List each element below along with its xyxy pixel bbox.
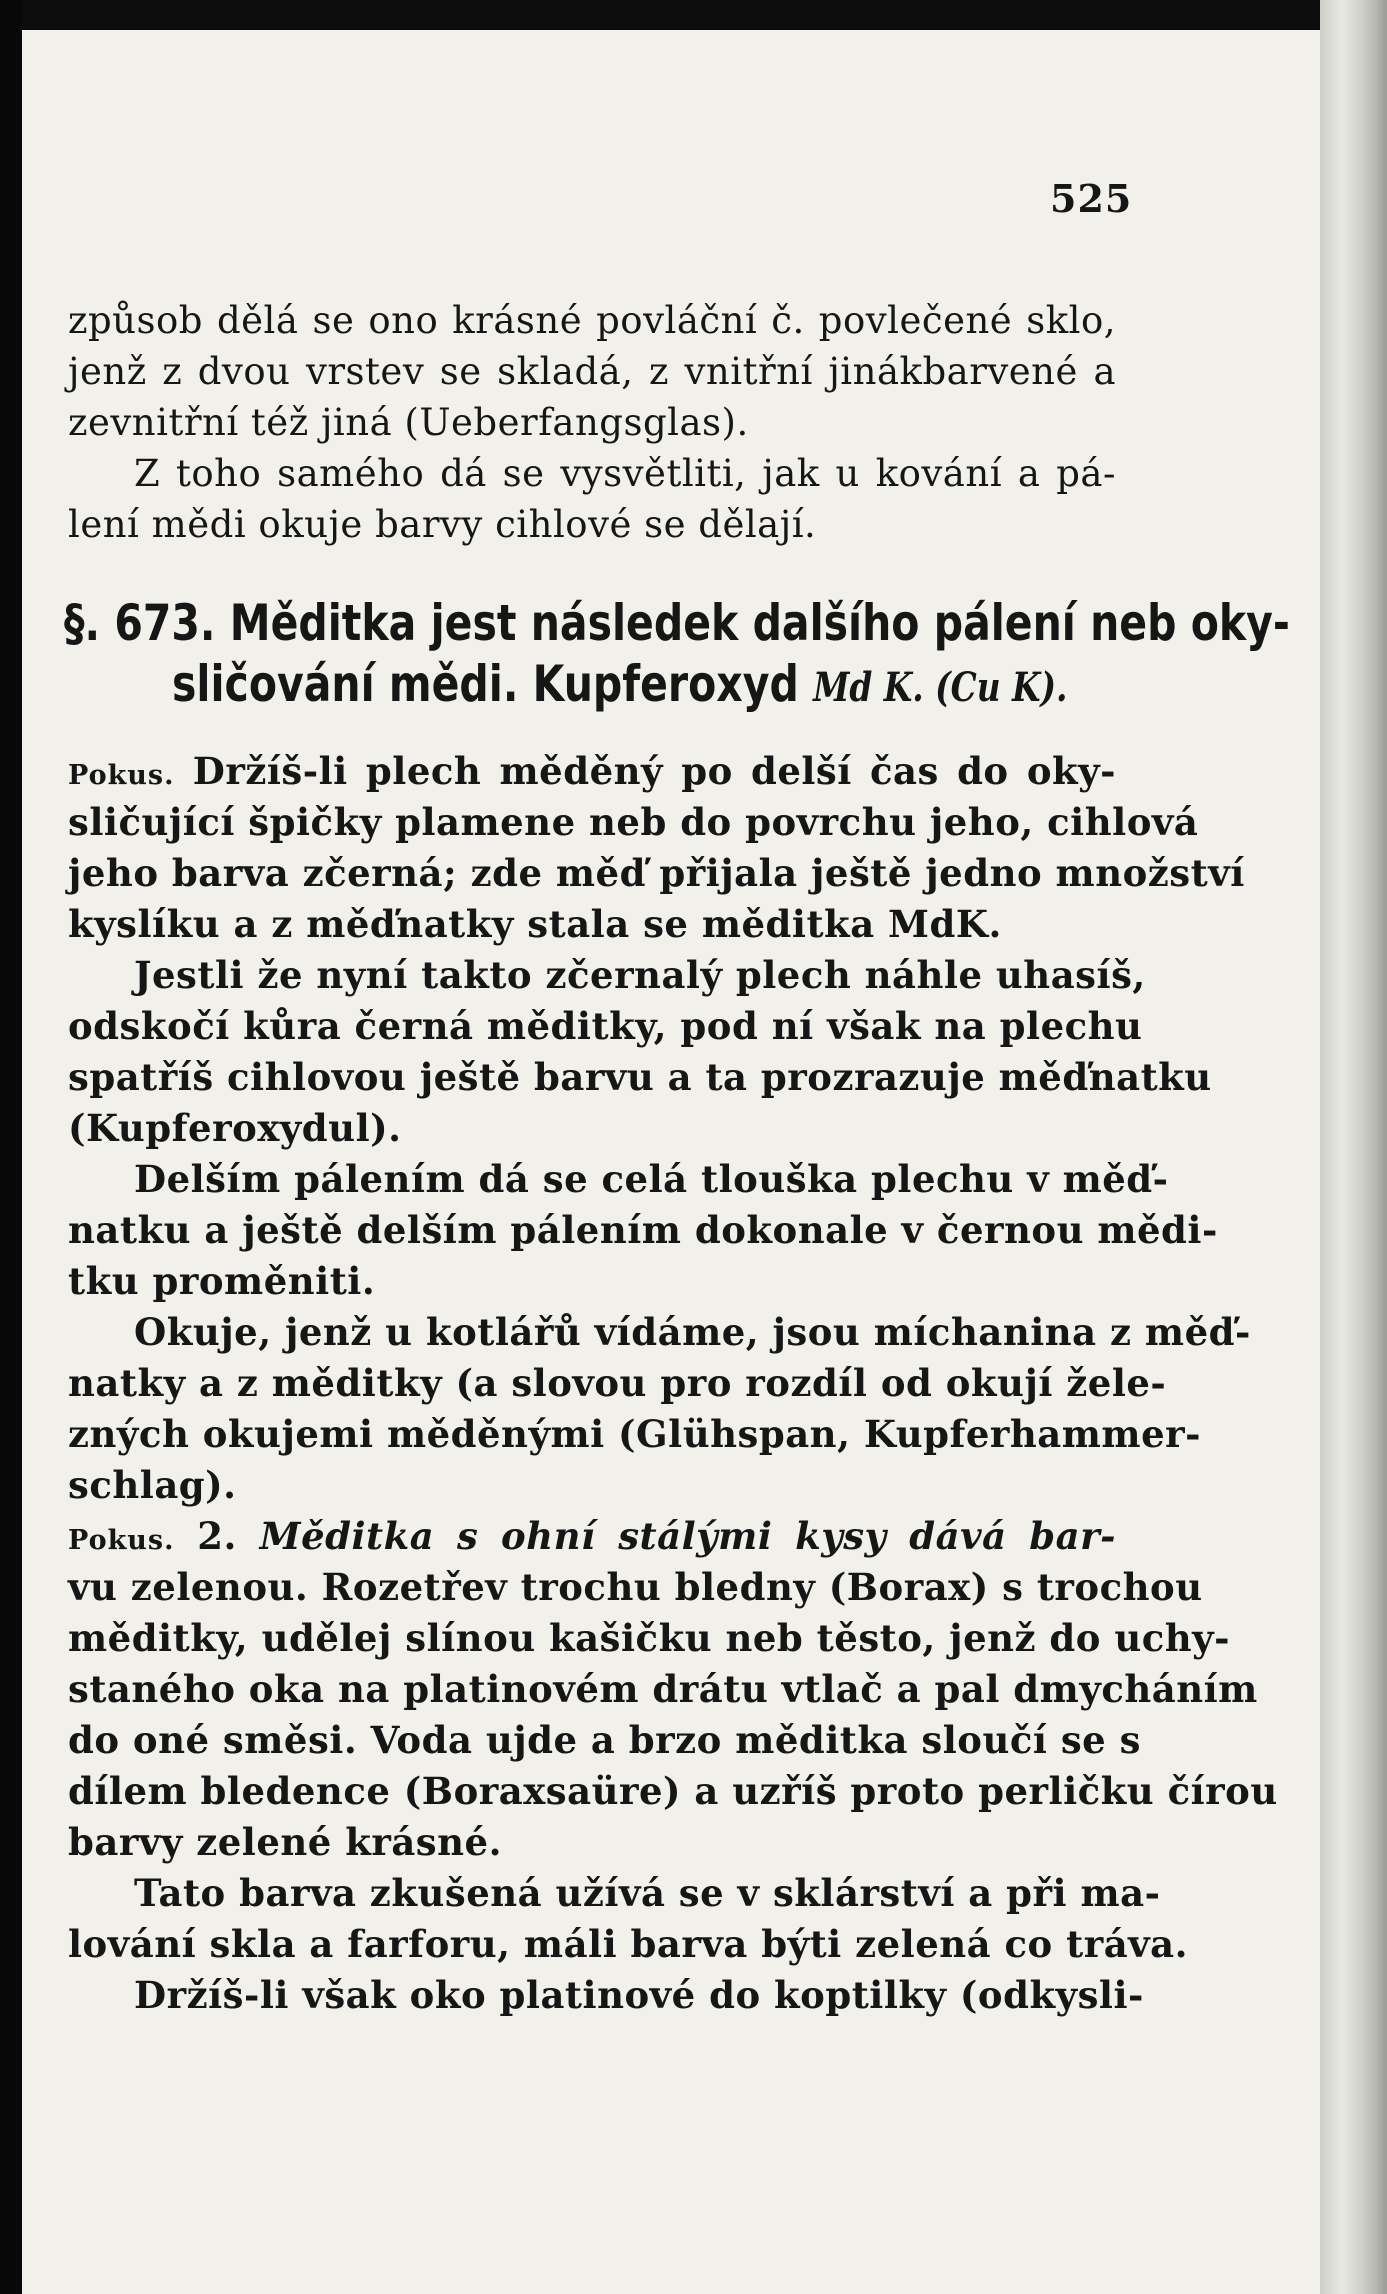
text-line-content: do oné směsi. Voda ujde a brzo měditka sloučí se s	[68, 1718, 1141, 1762]
text-line	[134, 1868, 1161, 1918]
text-line	[68, 347, 1116, 397]
text-line	[68, 1715, 1141, 1765]
text-line	[68, 1766, 1278, 1816]
section-heading	[64, 591, 1290, 655]
text-line-content: Delším pálením dá se celá tlouška plechu v měď-	[134, 1157, 1169, 1201]
text-line	[68, 500, 1116, 550]
text-line-content: Jestli že nyní takto zčernalý plech náhle uhasíš,	[134, 953, 1146, 997]
text-line-content: jeho barva zčerná; zde měď přijala ještě jedno množství	[68, 851, 1245, 895]
text-line-content: barvy zelené krásné.	[68, 1820, 502, 1864]
text-line-content: odskočí kůra černá měditky, pod ní však na plechu	[68, 1004, 1143, 1048]
text-line-content: Z toho samého dá se vysvětliti, jak u kování a pá-	[134, 452, 1116, 495]
text-line-content: zných okujemi měděnými (Glühspan, Kupferhammer-	[68, 1412, 1201, 1456]
text-line	[134, 1970, 1144, 2020]
text-line	[134, 950, 1146, 1000]
scan-left-border	[0, 0, 22, 2294]
text-line	[68, 1409, 1201, 1459]
text-line	[68, 1358, 1167, 1408]
text-line-content: kyslíku a z měďnatky stala se měditka MdK.	[68, 902, 1002, 946]
text-line-content: tku proměniti.	[68, 1259, 376, 1303]
text-line-content: dílem bledence (Boraxsaüre) a uzříš proto perličku čírou	[68, 1769, 1278, 1813]
text-line	[134, 1154, 1169, 1204]
text-line	[68, 1052, 1212, 1102]
text-line-content: Držíš-li však oko platinové do koptilky (odkysli-	[134, 1973, 1144, 2017]
text-line-content: natky a z měditky (a slovou pro rozdíl od okují žele-	[68, 1361, 1167, 1405]
experiment-label: Pokus.	[68, 760, 175, 791]
page-edge-shadow	[1320, 0, 1387, 2294]
text-line	[68, 1562, 1203, 1612]
text-line-content: Měditka s ohní stálými kysy dává bar-	[259, 1514, 1116, 1558]
section-number: §. 673.	[64, 594, 216, 652]
text-line	[68, 1511, 1116, 1566]
text-line-content: jenž z dvou vrstev se skladá, z vnitřní jinákbarvené a	[68, 350, 1116, 393]
text-line-content: schlag).	[68, 1463, 237, 1507]
text-line	[68, 398, 1116, 448]
book-page	[22, 30, 1320, 2294]
text-line	[68, 1817, 1116, 1867]
text-line	[68, 1205, 1218, 1255]
text-line	[68, 1664, 1258, 1714]
text-line	[68, 746, 1116, 801]
text-line-content: sličující špičky plamene neb do povrchu jeho, cihlová	[68, 800, 1199, 844]
text-line-content: vu zelenou. Rozetřev trochu bledny (Borax) s trochou	[68, 1565, 1203, 1609]
text-line	[68, 848, 1245, 898]
text-line	[134, 449, 1116, 499]
text-line	[68, 899, 1116, 949]
experiment-number: 2.	[197, 1514, 237, 1558]
section-title-line-1: Měditka jest následek dalšího pálení neb oky-	[229, 594, 1290, 652]
text-line-content: (Kupferoxydul).	[68, 1106, 402, 1150]
text-line	[68, 1256, 1116, 1306]
experiment-label: Pokus.	[68, 1525, 175, 1556]
text-line-content: Tato barva zkušená užívá se v sklárství a při ma-	[134, 1871, 1161, 1915]
text-line	[68, 1613, 1231, 1663]
text-line	[68, 797, 1199, 847]
chemical-formula: Md K. (Cu K).	[813, 664, 1068, 711]
text-line-content: lování skla a farforu, máli barva býti zelená co tráva.	[68, 1922, 1189, 1966]
text-line-content: natku a ještě delším pálením dokonale v černou mědi-	[68, 1208, 1218, 1252]
section-title-line-2: sličování mědi. Kupferoxyd	[172, 655, 799, 713]
text-line-content: lení mědi okuje barvy cihlové se dělají.	[68, 503, 817, 546]
text-line	[134, 1307, 1251, 1357]
page-number: 525	[1050, 176, 1133, 221]
text-line-content: staného oka na platinovém drátu vtlač a pal dmycháním	[68, 1667, 1258, 1711]
text-line	[68, 1001, 1143, 1051]
text-line-content: Okuje, jenž u kotlářů vídáme, jsou míchanina z měď-	[134, 1310, 1251, 1354]
text-line-content: zevnitřní též jiná (Ueberfangsglas).	[68, 401, 749, 444]
text-line	[68, 1460, 1116, 1510]
text-line	[68, 1103, 1116, 1153]
text-line-content: spatříš cihlovou ještě barvu a ta prozrazuje měďnatku	[68, 1055, 1212, 1099]
text-line-content: způsob dělá se ono krásné povláční č. povlečené sklo,	[68, 299, 1116, 342]
text-line	[68, 1919, 1189, 1969]
text-line-content: měditky, udělej slínou kašičku neb těsto, jenž do uchy-	[68, 1616, 1231, 1660]
section-heading-continued	[172, 652, 1156, 720]
text-line	[68, 296, 1116, 346]
text-line-content: Držíš-li plech měděný po delší čas do oky-	[192, 749, 1116, 793]
